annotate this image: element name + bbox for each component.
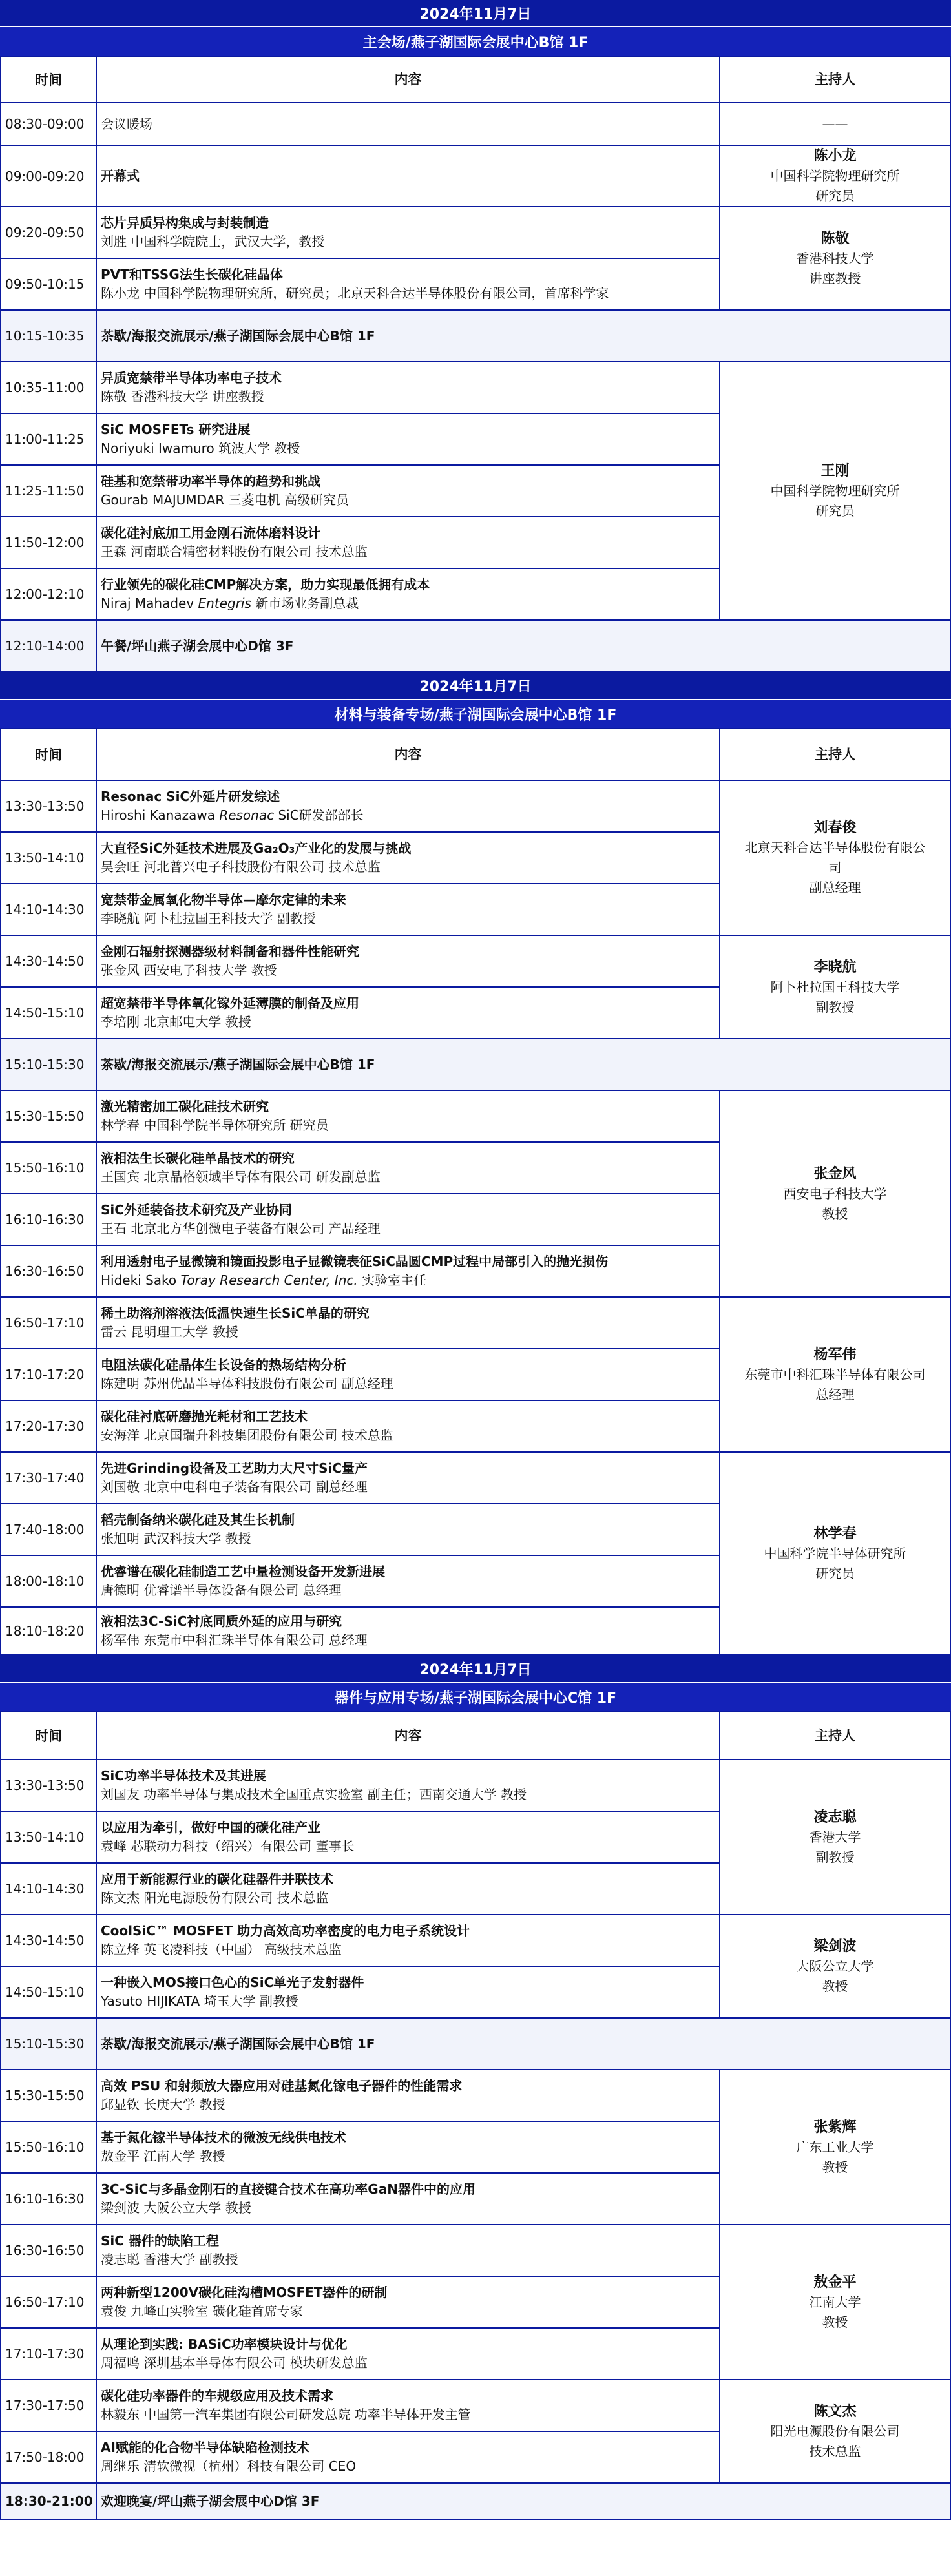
speaker-info: Hideki Sako Toray Research Center, Inc. 实验室主任 [101, 1272, 427, 1288]
host-name: 王刚 [820, 462, 850, 479]
session-content [96, 568, 720, 620]
session-row [1, 145, 950, 207]
host-detail: 副教授 [815, 999, 855, 1015]
speaker-info: 邱显钦 长庚大学 教授 [101, 2097, 225, 2112]
host-detail: 教授 [822, 1978, 848, 1994]
host-detail: 研究员 [815, 1565, 855, 1581]
session-time: 11:25-11:50 [1, 465, 96, 517]
header-time: 时间 [1, 56, 96, 103]
session-content [96, 362, 720, 413]
host-name: 凌志聪 [813, 1809, 857, 1825]
host-detail: 中国科学院物理研究所 [770, 483, 900, 499]
session-row [1, 2225, 950, 2276]
header-row [1, 729, 950, 780]
host-cell [720, 1297, 950, 1452]
host-detail: —— [822, 116, 848, 132]
session-time: 17:10-17:20 [1, 1349, 96, 1400]
session-time: 15:30-15:50 [1, 2070, 96, 2121]
session-title: 高效 PSU 和射频放大器应用对硅基氮化镓电子器件的性能需求 [101, 2078, 463, 2093]
host-detail: 副教授 [815, 1849, 855, 1865]
session-content [96, 1760, 720, 1811]
session-time: 16:10-16:30 [1, 2173, 96, 2225]
speaker-info: 雷云 昆明理工大学 教授 [101, 1324, 238, 1340]
speaker-info: 王石 北京北方华创微电子装备有限公司 产品经理 [101, 1221, 381, 1236]
header-time: 时间 [1, 729, 96, 780]
speaker-info: 刘国敬 北京中电科电子装备有限公司 副总经理 [101, 1479, 368, 1495]
schedule-table [0, 56, 951, 672]
host-detail: 中国科学院物理研究所 [770, 168, 900, 183]
session-row [1, 780, 950, 832]
speaker-info: 刘胜 中国科学院院士，武汉大学，教授 [101, 234, 325, 249]
host-cell [720, 1760, 950, 1915]
session-content [96, 1400, 720, 1452]
session-time: 09:20-09:50 [1, 207, 96, 258]
session-time: 10:15-10:35 [1, 310, 96, 362]
session-time: 16:50-17:10 [1, 1297, 96, 1349]
session-content: 茶歇/海报交流展示/燕子湖国际会展中心B馆 1F [96, 310, 950, 362]
session-time: 13:50-14:10 [1, 1811, 96, 1863]
speaker-info: 李晓航 阿卜杜拉国王科技大学 副教授 [101, 911, 316, 926]
host-detail: 司 [828, 860, 842, 875]
host-detail: 北京天科合达半导体股份有限公 [744, 840, 926, 855]
session-content [96, 2173, 720, 2225]
break-row [1, 310, 950, 362]
host-detail: 教授 [822, 2314, 848, 2330]
session-content [96, 1966, 720, 2018]
session-title: 激光精密加工碳化硅技术研究 [101, 1099, 269, 1114]
host-name: 张紫辉 [813, 2119, 857, 2135]
host-detail: 教授 [822, 1205, 848, 1221]
host-detail: 香港大学 [809, 1829, 861, 1845]
session-title: 优睿谱在碳化硅制造工艺中量检测设备开发新进展 [101, 1564, 385, 1579]
session-row [1, 2380, 950, 2431]
session-time: 12:00-12:10 [1, 568, 96, 620]
session-title: 行业领先的碳化硅CMP解决方案，助力实现最低拥有成本 [101, 577, 430, 592]
session-time: 08:30-09:00 [1, 103, 96, 145]
session-content [96, 413, 720, 465]
session-title: 应用于新能源行业的碳化硅器件并联技术 [101, 1871, 333, 1887]
host-cell [720, 1090, 950, 1297]
host-detail: 教授 [822, 2159, 848, 2175]
session-content [96, 2380, 720, 2431]
session-time: 17:30-17:50 [1, 2380, 96, 2431]
host-detail: 讲座教授 [809, 270, 861, 286]
header-host: 主持人 [720, 56, 950, 103]
session-content [96, 2225, 720, 2276]
session-content [96, 2276, 720, 2328]
header-host: 主持人 [720, 729, 950, 780]
session-content [96, 1863, 720, 1915]
host-detail: 阿卜杜拉国王科技大学 [770, 979, 900, 995]
schedule-table [0, 1711, 951, 2520]
session-time: 15:50-16:10 [1, 1142, 96, 1194]
session-time: 13:50-14:10 [1, 832, 96, 884]
speaker-info: 张旭明 武汉科技大学 教授 [101, 1531, 251, 1546]
speaker-info: 安海洋 北京国瑞升科技集团股份有限公司 技术总监 [101, 1428, 393, 1443]
speaker-info: Noriyuki Iwamuro 筑波大学 教授 [101, 441, 300, 456]
session-title: 先进Grinding设备及工艺助力大尺寸SiC量产 [101, 1460, 368, 1476]
speaker-info: 王国宾 北京晶格领域半导体有限公司 研发副总监 [101, 1169, 381, 1185]
header-content: 内容 [96, 729, 720, 780]
session-title: 碳化硅衬底研磨抛光耗材和工艺技术 [101, 1409, 308, 1424]
session-content [96, 1194, 720, 1245]
session-row [1, 935, 950, 987]
session-time: 18:10-18:20 [1, 1607, 96, 1655]
speaker-info: 袁俊 九峰山实验室 碳化硅首席专家 [101, 2303, 303, 2319]
venue-bar: 材料与装备专场/燕子湖国际会展中心B馆 1F [0, 700, 951, 728]
speaker-info: 陈建明 苏州优晶半导体科技股份有限公司 副总经理 [101, 1376, 393, 1391]
session-title: PVT和TSSG法生长碳化硅晶体 [101, 267, 283, 282]
session-content [96, 1811, 720, 1863]
host-detail: 研究员 [815, 503, 855, 519]
header-content: 内容 [96, 56, 720, 103]
session-title: 开幕式 [101, 168, 140, 183]
host-cell [720, 780, 950, 935]
session-title: 宽禁带金属氧化物半导体—摩尔定律的未来 [101, 892, 346, 908]
session-time: 11:00-11:25 [1, 413, 96, 465]
host-cell [720, 2225, 950, 2380]
session-title: 利用透射电子显微镜和镜面投影电子显微镜表征SiC晶圆CMP过程中局部引入的抛光损伤 [101, 1254, 609, 1269]
speaker-info: Niraj Mahadev Entegris 新市场业务副总裁 [101, 596, 359, 611]
speaker-info: 周福鸣 深圳基本半导体有限公司 模块研发总监 [101, 2355, 368, 2371]
session-content [96, 1607, 720, 1655]
session-content: 茶歇/海报交流展示/燕子湖国际会展中心B馆 1F [96, 2018, 950, 2070]
session-title: 液相法3C-SiC衬底同质外延的应用与研究 [101, 1614, 342, 1629]
session-content [96, 1555, 720, 1607]
host-detail: 广东工业大学 [796, 2139, 874, 2155]
session-content [96, 2431, 720, 2483]
session-title: 芯片异质异构集成与封装制造 [101, 215, 269, 231]
host-name: 陈小龙 [813, 148, 857, 164]
speaker-info: 杨军伟 东莞市中科汇珠半导体有限公司 总经理 [101, 1632, 368, 1648]
session-content [96, 1245, 720, 1297]
host-detail: 江南大学 [809, 2294, 861, 2310]
session-content [96, 465, 720, 517]
session-content [96, 2121, 720, 2173]
session-title: SiC功率半导体技术及其进展 [101, 1768, 266, 1783]
session-time: 09:00-09:20 [1, 145, 96, 207]
session-row [1, 1297, 950, 1349]
host-cell [720, 362, 950, 620]
session-time: 13:30-13:50 [1, 1760, 96, 1811]
session-content [96, 1915, 720, 1966]
host-detail: 大阪公立大学 [796, 1958, 874, 1974]
date-bar: 2024年11月7日 [0, 0, 951, 27]
session-row [1, 103, 950, 145]
break-row [1, 2483, 950, 2519]
host-detail: 技术总监 [809, 2443, 861, 2459]
session-content: 会议暖场 [96, 103, 720, 145]
session-title: 基于氮化镓半导体技术的微波无线供电技术 [101, 2130, 346, 2145]
session-title: 稻壳制备纳米碳化硅及其生长机制 [101, 1512, 295, 1528]
session-time: 09:50-10:15 [1, 258, 96, 310]
session-content [96, 1090, 720, 1142]
session-content [96, 832, 720, 884]
session-content [96, 2070, 720, 2121]
host-cell [720, 2070, 950, 2225]
host-name: 刘春俊 [813, 820, 857, 836]
session-content [96, 2328, 720, 2380]
host-name: 林学春 [813, 1525, 857, 1542]
speaker-info: 陈小龙 中国科学院物理研究所，研究员；北京天科合达半导体股份有限公司，首席科学家 [101, 286, 609, 301]
host-detail: 香港科技大学 [796, 250, 874, 266]
session-title: 金刚石辐射探测器级材料制备和器件性能研究 [101, 944, 359, 959]
session-content [96, 1142, 720, 1194]
session-time: 14:10-14:30 [1, 884, 96, 935]
host-name: 陈敬 [820, 230, 850, 247]
speaker-info: 梁剑波 大阪公立大学 教授 [101, 2200, 251, 2216]
session-time: 18:00-18:10 [1, 1555, 96, 1607]
session-time: 16:10-16:30 [1, 1194, 96, 1245]
session-title: 大直径SiC外延技术进展及Ga₂O₃产业化的发展与挑战 [101, 840, 412, 856]
session-title: SiC MOSFETs 研究进展 [101, 422, 251, 437]
session-time: 17:40-18:00 [1, 1504, 96, 1555]
session-title: 硅基和宽禁带功率半导体的趋势和挑战 [101, 473, 320, 489]
session-title: 异质宽禁带半导体功率电子技术 [101, 370, 282, 386]
session-time: 17:50-18:00 [1, 2431, 96, 2483]
header-time: 时间 [1, 1712, 96, 1760]
speaker-info: 陈文杰 阳光电源股份有限公司 技术总监 [101, 1890, 329, 1906]
break-row [1, 620, 950, 672]
session-row [1, 1915, 950, 1966]
session-content [96, 884, 720, 935]
session-time: 15:50-16:10 [1, 2121, 96, 2173]
session-content [96, 1297, 720, 1349]
venue-bar: 器件与应用专场/燕子湖国际会展中心C馆 1F [0, 1683, 951, 1711]
host-detail: 研究员 [815, 188, 855, 203]
session-content [96, 517, 720, 568]
speaker-info: 敖金平 江南大学 教授 [101, 2148, 225, 2164]
session-time: 16:30-16:50 [1, 2225, 96, 2276]
speaker-info: 陈敬 香港科技大学 讲座教授 [101, 389, 264, 404]
session-content: 午餐/坪山燕子湖会展中心D馆 3F [96, 620, 950, 672]
session-time: 15:30-15:50 [1, 1090, 96, 1142]
speaker-info: Hiroshi Kanazawa Resonac SiC研发部部长 [101, 807, 364, 823]
session-row [1, 1452, 950, 1504]
session-row [1, 1760, 950, 1811]
host-cell [720, 2380, 950, 2483]
session-time: 13:30-13:50 [1, 780, 96, 832]
host-detail: 西安电子科技大学 [783, 1185, 887, 1201]
session-time: 15:10-15:30 [1, 1039, 96, 1090]
speaker-info: 陈立烽 英飞凌科技（中国） 高级技术总监 [101, 1942, 342, 1957]
schedule-table [0, 728, 951, 1656]
speaker-info: 唐德明 优睿谱半导体设备有限公司 总经理 [101, 1583, 342, 1598]
break-row [1, 2018, 950, 2070]
session-time: 10:35-11:00 [1, 362, 96, 413]
session-time: 11:50-12:00 [1, 517, 96, 568]
session-content [96, 987, 720, 1039]
session-title: 碳化硅衬底加工用金刚石流体磨料设计 [101, 525, 320, 541]
venue-bar: 主会场/燕子湖国际会展中心B馆 1F [0, 27, 951, 56]
session-content [96, 258, 720, 310]
session-title: 3C-SiC与多晶金刚石的直接键合技术在高功率GaN器件中的应用 [101, 2181, 476, 2197]
host-detail: 总经理 [815, 1386, 855, 1402]
host-name: 杨军伟 [813, 1346, 857, 1363]
host-name: 张金风 [813, 1165, 857, 1182]
header-content: 内容 [96, 1712, 720, 1760]
date-bar: 2024年11月7日 [0, 672, 951, 700]
session-title: 以应用为牵引，做好中国的碳化硅产业 [101, 1820, 320, 1835]
session-time: 15:10-15:30 [1, 2018, 96, 2070]
speaker-info: Yasuto HIJIKATA 埼玉大学 副教授 [101, 1993, 298, 2009]
session-title: CoolSiC™ MOSFET 助力高效高功率密度的电力电子系统设计 [101, 1923, 470, 1938]
company-name-italic: Entegris [198, 596, 251, 611]
session-time: 17:20-17:30 [1, 1400, 96, 1452]
host-cell [720, 103, 950, 145]
host-cell [720, 935, 950, 1039]
host-cell [720, 1915, 950, 2018]
session-title: 碳化硅功率器件的车规级应用及技术需求 [101, 2388, 333, 2404]
speaker-info: 凌志聪 香港大学 副教授 [101, 2252, 238, 2267]
session-time: 14:50-15:10 [1, 987, 96, 1039]
session-title: AI赋能的化合物半导体缺陷检测技术 [101, 2440, 309, 2455]
header-row [1, 1712, 950, 1760]
session-title: 两种新型1200V碳化硅沟槽MOSFET器件的研制 [101, 2285, 388, 2300]
company-name-italic: Toray Research Center, Inc. [180, 1272, 358, 1288]
speaker-info: 袁峰 芯联动力科技（绍兴）有限公司 董事长 [101, 1838, 355, 1854]
host-cell [720, 1452, 950, 1655]
session-time: 14:30-14:50 [1, 935, 96, 987]
date-bar: 2024年11月7日 [0, 1656, 951, 1683]
session-time: 16:50-17:10 [1, 2276, 96, 2328]
break-row [1, 1039, 950, 1090]
session-time: 12:10-14:00 [1, 620, 96, 672]
session-content: 欢迎晚宴/坪山燕子湖会展中心D馆 3F [96, 2483, 950, 2519]
session-title: 超宽禁带半导体氧化镓外延薄膜的制备及应用 [101, 995, 359, 1011]
session-time: 17:10-17:30 [1, 2328, 96, 2380]
host-detail: 阳光电源股份有限公司 [770, 2423, 900, 2439]
host-detail: 副总经理 [809, 880, 861, 895]
session-title: SiC外延装备技术研究及产业协同 [101, 1202, 292, 1218]
session-row [1, 1090, 950, 1142]
session-content [96, 207, 720, 258]
speaker-info: 吴会旺 河北普兴电子科技股份有限公司 技术总监 [101, 859, 381, 875]
session-time: 14:10-14:30 [1, 1863, 96, 1915]
header-host: 主持人 [720, 1712, 950, 1760]
host-detail: 东莞市中科汇珠半导体有限公司 [744, 1366, 926, 1382]
session-title: 一种嵌入MOS接口色心的SiC单光子发射器件 [101, 1975, 364, 1990]
host-cell [720, 207, 950, 310]
session-row [1, 362, 950, 413]
session-content [96, 935, 720, 987]
session-title: Resonac SiC外延片研发综述 [101, 789, 280, 804]
speaker-info: 周继乐 清软微视（杭州）科技有限公司 CEO [101, 2458, 357, 2474]
session-time: 14:30-14:50 [1, 1915, 96, 1966]
host-detail: 中国科学院半导体研究所 [764, 1545, 906, 1561]
session-title: SiC 器件的缺陷工程 [101, 2233, 219, 2249]
speaker-info: Gourab MAJUMDAR 三菱电机 高级研究员 [101, 492, 350, 508]
session-content [96, 1349, 720, 1400]
session-row [1, 207, 950, 258]
host-cell [720, 145, 950, 207]
header-row [1, 56, 950, 103]
session-title: 稀土助溶剂溶液法低温快速生长SiC单晶的研究 [101, 1305, 370, 1321]
session-title: 从理论到实践: BASiC功率模块设计与优化 [101, 2336, 348, 2352]
session-title: 液相法生长碳化硅单晶技术的研究 [101, 1150, 295, 1166]
speaker-info: 张金风 西安电子科技大学 教授 [101, 962, 277, 978]
host-name: 李晓航 [813, 959, 857, 975]
session-time: 17:30-17:40 [1, 1452, 96, 1504]
session-content [96, 1452, 720, 1504]
speaker-info: 刘国友 功率半导体与集成技术全国重点实验室 副主任；西南交通大学 教授 [101, 1787, 527, 1802]
host-name: 梁剑波 [813, 1938, 857, 1955]
session-content [96, 1504, 720, 1555]
session-content: 茶歇/海报交流展示/燕子湖国际会展中心B馆 1F [96, 1039, 950, 1090]
speaker-info: 林毅东 中国第一汽车集团有限公司研发总院 功率半导体开发主管 [101, 2407, 471, 2422]
host-name: 陈文杰 [813, 2403, 857, 2420]
speaker-info: 李培刚 北京邮电大学 教授 [101, 1014, 251, 1030]
company-name-italic: Resonac [219, 807, 275, 823]
speaker-info: 林学春 中国科学院半导体研究所 研究员 [101, 1117, 329, 1133]
session-content [96, 145, 720, 207]
session-time: 16:30-16:50 [1, 1245, 96, 1297]
session-time: 18:30-21:00 [1, 2483, 96, 2519]
speaker-info: 王森 河南联合精密材料股份有限公司 技术总监 [101, 544, 368, 559]
session-row [1, 2070, 950, 2121]
session-content [96, 780, 720, 832]
host-name: 敖金平 [813, 2274, 857, 2290]
session-time: 14:50-15:10 [1, 1966, 96, 2018]
session-title: 电阻法碳化硅晶体生长设备的热场结构分析 [101, 1357, 346, 1373]
